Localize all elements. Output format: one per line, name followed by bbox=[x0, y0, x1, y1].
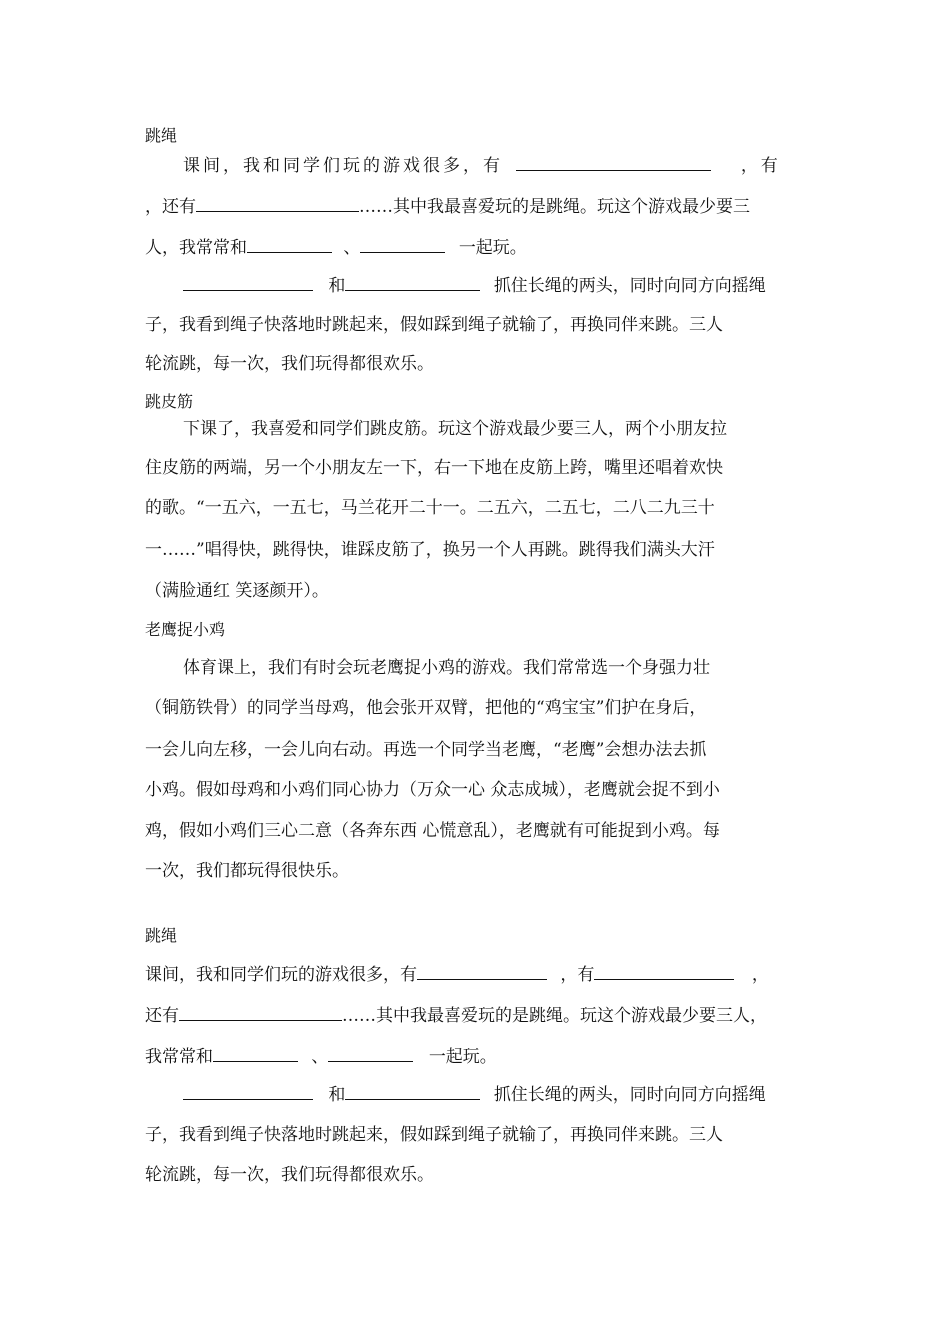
paragraph-line: 住皮筋的两端，另一个小朋友左一下，右一下地在皮筋上跨，嘴里还唱着欢快 bbox=[145, 458, 723, 478]
paragraph-line: 一……”唱得快，跳得快，谁踩皮筋了，换另一个人再跳。跳得我们满头大汗 bbox=[145, 540, 715, 560]
paragraph-line: 的歌。“一五六，一五七，马兰花开二十一。二五六，二五七，二八二九三十 bbox=[145, 498, 715, 518]
paragraph-line: 鸡，假如小鸡们三心二意（各奔东西 心慌意乱），老鹰就有可能捉到小鸡。每 bbox=[145, 821, 720, 841]
paragraph-line: （满脸通红 笑逐颜开）。 bbox=[145, 581, 329, 601]
text: ，有 bbox=[740, 156, 781, 176]
text: 、 bbox=[311, 1047, 329, 1067]
text: ……其中我最喜爱玩的是跳绳。玩这个游戏最少要三人， bbox=[342, 1006, 767, 1026]
paragraph-line: （铜筋铁骨）的同学当母鸡，他会张开双臂，把他的“鸡宝宝”们护在身后， bbox=[145, 698, 707, 718]
text: ……其中我最喜爱玩的是跳绳。玩这个游戏最少要三 bbox=[359, 197, 750, 217]
text: 一起玩。 bbox=[458, 238, 527, 258]
paragraph-line: 下课了，我喜爱和同学们跳皮筋。玩这个游戏最少要三人，两个小朋友拉 bbox=[183, 419, 727, 439]
fill-blank[interactable] bbox=[213, 1043, 298, 1062]
paragraph-line: 一次，我们都玩得很快乐。 bbox=[145, 861, 349, 881]
paragraph-line bbox=[145, 1043, 497, 1067]
fill-blank[interactable] bbox=[345, 1081, 480, 1100]
paragraph-line bbox=[183, 152, 781, 176]
paragraph-line: 轮流跳，每一次，我们玩得都很欢乐。 bbox=[145, 1165, 434, 1185]
text: ，有 bbox=[560, 965, 595, 985]
text: 我常常和 bbox=[145, 1047, 213, 1067]
text: ，还有 bbox=[145, 197, 196, 217]
paragraph-line bbox=[145, 1002, 767, 1026]
fill-blank[interactable] bbox=[417, 961, 547, 980]
text: 和 bbox=[328, 1085, 346, 1105]
fill-blank[interactable] bbox=[247, 234, 332, 253]
text: 、 bbox=[343, 238, 361, 258]
fill-blank[interactable] bbox=[328, 1043, 413, 1062]
section-title-tiaopijin: 跳皮筋 bbox=[145, 392, 194, 411]
text: 一起玩。 bbox=[428, 1047, 497, 1067]
paragraph-line: 轮流跳，每一次，我们玩得都很欢乐。 bbox=[145, 354, 434, 374]
paragraph-line bbox=[145, 234, 527, 258]
paragraph-line: 子，我看到绳子快落地时跳起来，假如踩到绳子就输了，再换同伴来跳。三人 bbox=[145, 315, 723, 335]
paragraph-line bbox=[183, 272, 766, 296]
section-title-tiaosheng-2: 跳绳 bbox=[145, 926, 178, 945]
text: ， bbox=[751, 965, 769, 985]
text: 课间，我和同学们玩的游戏很多，有 bbox=[183, 156, 503, 176]
paragraph-line: 子，我看到绳子快落地时跳起来，假如踩到绳子就输了，再换同伴来跳。三人 bbox=[145, 1125, 723, 1145]
text: 还有 bbox=[145, 1006, 179, 1026]
section-title-tiaosheng: 跳绳 bbox=[145, 126, 178, 145]
fill-blank[interactable] bbox=[183, 1081, 313, 1100]
fill-blank[interactable] bbox=[360, 234, 445, 253]
fill-blank[interactable] bbox=[345, 272, 480, 291]
text: 人，我常常和 bbox=[145, 238, 247, 258]
fill-blank[interactable] bbox=[594, 961, 734, 980]
fill-blank[interactable] bbox=[179, 1002, 342, 1021]
text: 抓住长绳的两头，同时向同方向摇绳 bbox=[493, 1085, 766, 1105]
section-title-laoyingzhuoxiaoji: 老鹰捉小鸡 bbox=[145, 620, 226, 639]
paragraph-line: 体育课上，我们有时会玩老鹰捉小鸡的游戏。我们常常选一个身强力壮 bbox=[183, 658, 710, 678]
fill-blank[interactable] bbox=[196, 193, 359, 212]
text: 和 bbox=[328, 276, 346, 296]
paragraph-line: 小鸡。假如母鸡和小鸡们同心协力（万众一心 众志成城），老鹰就会捉不到小 bbox=[145, 780, 720, 800]
fill-blank[interactable] bbox=[183, 272, 313, 291]
text: 抓住长绳的两头，同时向同方向摇绳 bbox=[493, 276, 766, 296]
text: 课间，我和同学们玩的游戏很多，有 bbox=[145, 965, 417, 985]
paragraph-line: 一会儿向左移，一会儿向右动。再选一个同学当老鹰，“老鹰”会想办法去抓 bbox=[145, 740, 707, 760]
paragraph-line bbox=[145, 193, 750, 217]
fill-blank[interactable] bbox=[516, 152, 711, 171]
paragraph-line bbox=[183, 1081, 766, 1105]
paragraph-line bbox=[145, 961, 769, 985]
